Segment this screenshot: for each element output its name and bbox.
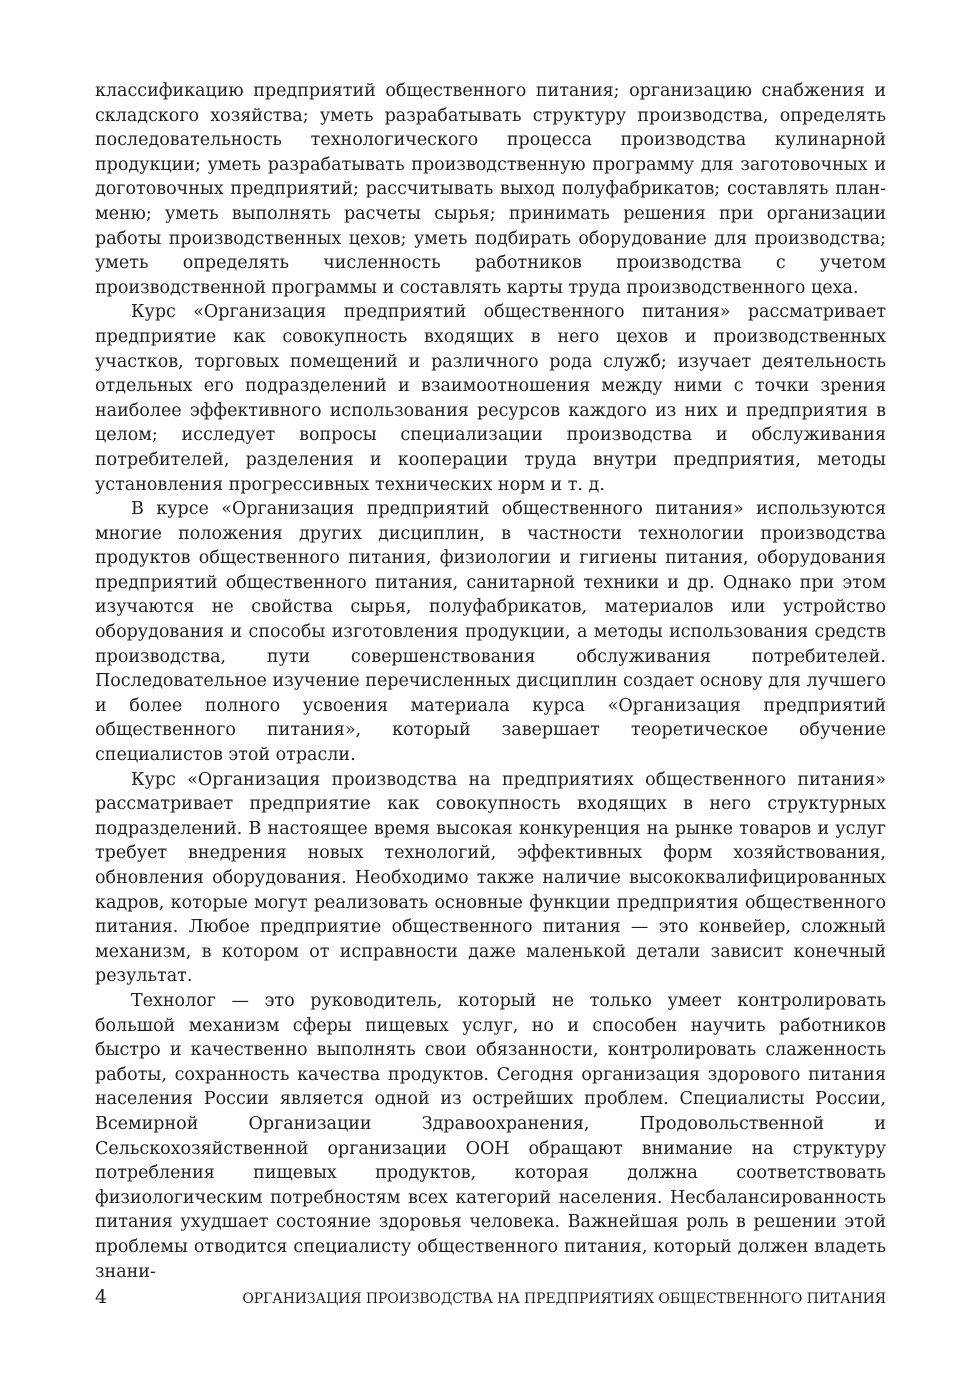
paragraph-technologist: Технолог — это руководитель, который не только умеет контролировать большой механизм сферы пищевых услуг, но и способен научить работников быстро и качественно выполнять свои обязанности, контролировать слаженность работы, сохранность качества продуктов. Сегодня организация здорового питания населения России является одной из острейших проблем. Специалисты России, Всемирной Организации Здравоохранения, Продовольственной и Сельскохозяйственной организации ООН обращают внимание на структуру потребления пищевых продуктов, которая должна соответствовать физиологическим потребностям всех категорий населения. Несбалансированность питания ухудшает состояние здоровья человека. Важнейшая роль в решении этой проблемы отводится специалисту общественного питания, который должен владеть знани- xyxy=(95,990,886,1282)
paragraph-course-organization: Курс «Организация предприятий общественного питания» рассматривает предприятие как совокупность входящих в него цехов и производственных участков, торговых помещений и различного рода служб; изучает деятельность отдельных его подразделений и взаимоотношения между ними с точки зрения наиболее эффективного использования ресурсов каждого из них и предприятия в целом; исследует вопросы специализации производства и обслуживания потребителей, разделения и кооперации труда внутри предприятия, методы установления прогрессивных технических норм и т. д. xyxy=(95,302,886,495)
running-title: ОРГАНИЗАЦИЯ ПРОИЗВОДСТВА НА ПРЕДПРИЯТИЯХ ОБЩЕСТВЕННОГО ПИТАНИЯ xyxy=(242,1291,886,1307)
page-body xyxy=(95,79,886,1284)
paragraph-related-disciplines: В курсе «Организация предприятий общественного питания» используются многие положения других дисциплин, в частности технологии производства продуктов общественного питания, физиологии и гигиены питания, оборудования предприятий общественного питания, санитарной техники и др. Однако при этом изучаются не свойства сырья, полуфабрикатов, материалов или устройство оборудования и способы изготовления продукции, а методы использования средств производства, пути совершенствования обслуживания потребителей. Последовательное изучение перечисленных дисциплин создает основу для лучшего и более полного усвоения материала курса «Организация предприятий общественного питания», который завершает теоретическое обучение специалистов этой отрасли. xyxy=(95,499,886,766)
page-number: 4 xyxy=(95,1286,108,1308)
page-footer xyxy=(95,1286,886,1312)
paragraph-course-production: Курс «Организация производства на предприятиях общественного питания» рассматривает предприятие как совокупность входящих в него структурных подразделений. В настоящее время высокая конкуренция на рынке товаров и услуг требует внедрения новых технологий, эффективных форм хозяйствования, обновления оборудования. Необходимо также наличие высококвалифицированных кадров, которые могут реализовать основные функции предприятия общественного питания. Любое предприятие общественного питания — это конвейер, сложный механизм, в котором от исправности даже маленькой детали зависит конечный результат. xyxy=(95,769,886,987)
paragraph-continuation: классификацию предприятий общественного питания; организацию снабжения и складского хозяйства; уметь разрабатывать структуру производства, определять последовательность технологического процесса производства кулинарной продукции; уметь разрабатывать производственную программу для заготовочных и доготовочных предприятий; рассчитывать выход полуфабрикатов; составлять план-меню; уметь выполнять расчеты сырья; принимать решения при организации работы производственных цехов; уметь подбирать оборудование для производства; уметь определять численность работников производства с учетом производственной программы и составлять карты труда производственного цеха. xyxy=(95,81,886,298)
